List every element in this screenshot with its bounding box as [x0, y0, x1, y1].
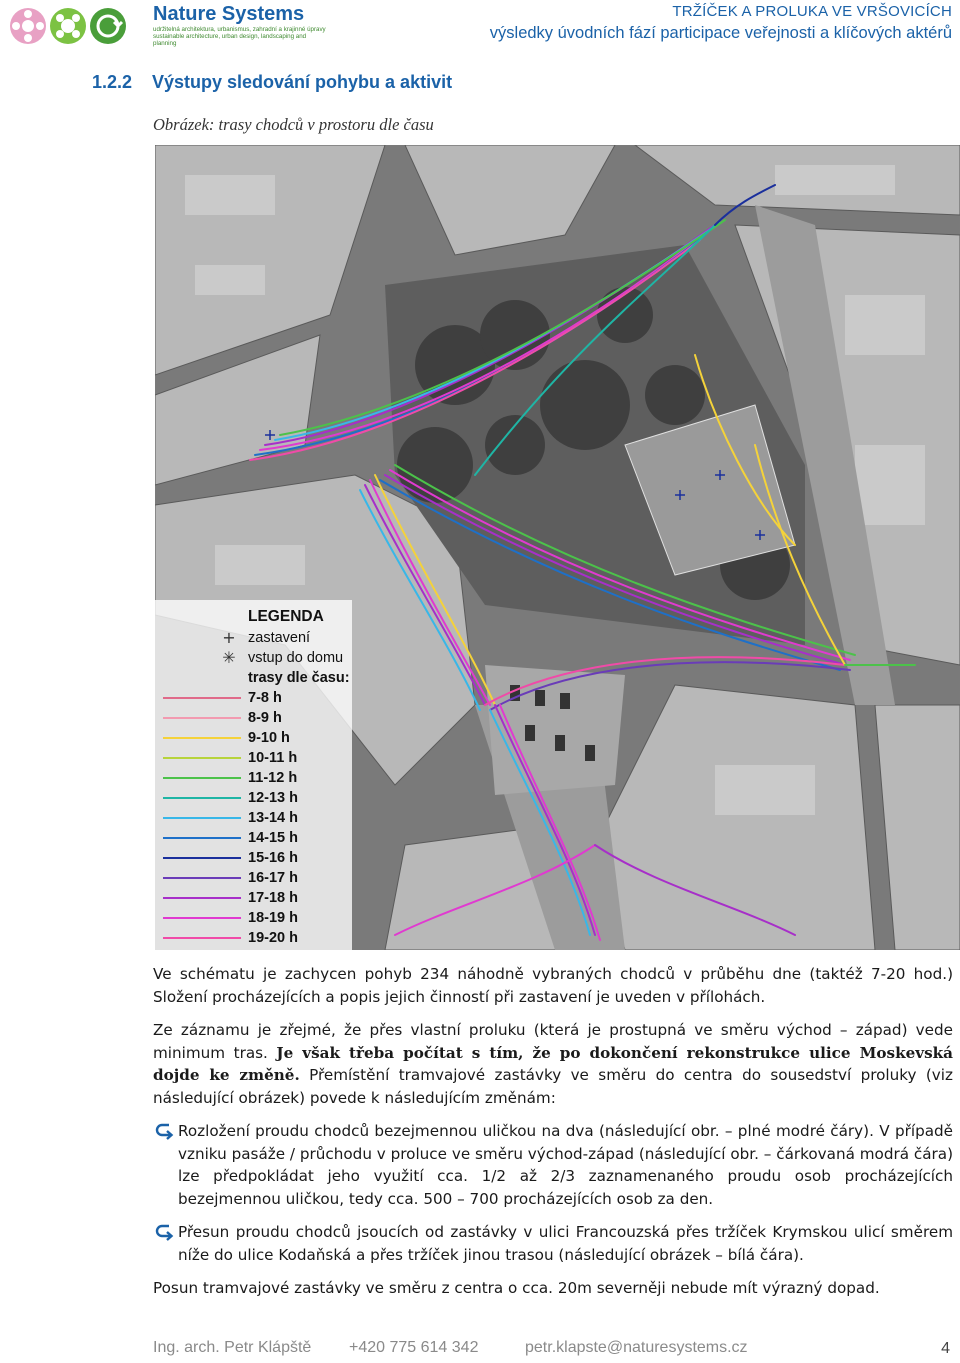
paragraph-2-intro: Ze záznamu je zřejmé, že přes vlastní proluku (která je prostupná ve směru východ – západ) vede minimum tras.	[153, 1021, 953, 1062]
curved-arrow-icon	[153, 1221, 175, 1243]
legend-time-label: 18-19 h	[248, 910, 298, 926]
page-header	[0, 0, 960, 52]
legend-time-label: 12-13 h	[248, 790, 298, 806]
curved-arrow-icon	[153, 1120, 175, 1142]
bullet-1-text: Rozložení proudu chodců bezejmennou uličkou na dva (následující obr. – plné modré čáry). V případě vzniku pasáže / průchodu v proluce ve směru východ-západ (následující obr. – čárkovaná modrá čára) lze předpokládat jeho využití cca. 1/2 až 2/3 zaznamenaného proudu osob procházejících bezejmennou uličkou, tedy cca. 500 – 700 procházejících osob za den.	[178, 1122, 953, 1208]
legend-time-label: 13-14 h	[248, 810, 298, 826]
legend-time-row	[155, 728, 352, 748]
legend-time-label: 9-10 h	[248, 730, 290, 746]
legend-time-row	[155, 888, 352, 908]
legend-stop-row	[155, 628, 352, 648]
legend-time-row	[155, 788, 352, 808]
legend-color-line	[163, 777, 241, 779]
legend-time-row	[155, 928, 352, 948]
pedestrian-routes-map	[155, 145, 960, 950]
legend-entry-label: vstup do domu	[248, 650, 344, 666]
legend-color-line	[163, 737, 241, 739]
legend-time-label: 10-11 h	[248, 750, 298, 766]
legend-color-line	[163, 757, 241, 759]
legend-title: LEGENDA	[248, 608, 324, 625]
legend-time-title-row	[155, 668, 352, 688]
paragraph-1: Ve schématu je zachycen pohyb 234 náhodně vybraných chodců v průběhu dne (taktéž 7-20 hod.) Složení procházejících a popis jejich činností při zastavení je uveden v přílohách.	[153, 965, 953, 1006]
section-number: 1.2.2	[92, 72, 133, 92]
legend-color-line	[163, 797, 241, 799]
brand-tagline: udržitelná architektura, urbanismus, zahradní a krajinné úpravy sustainable architecture, urban design, landscaping and planning	[153, 26, 326, 47]
legend-time-row	[155, 868, 352, 888]
legend-time-title: trasy dle času:	[248, 670, 350, 686]
paragraph-2	[153, 1019, 953, 1109]
legend-time-label: 14-15 h	[248, 830, 298, 846]
paragraph-2-rest: Přemístění tramvajové zastávky ve směru do centra do sousedství proluky (viz následující obrázek) povede k následujícím změnám:	[153, 1066, 953, 1107]
legend-time-label: 8-9 h	[248, 710, 282, 726]
paragraph-3: Posun tramvajové zastávky ve směru z centra o cca. 20m severněji nebude mít výrazný dopad.	[153, 1279, 880, 1297]
document-subtitle: výsledky úvodních fází participace veřejnosti a klíčových aktérů	[489, 24, 952, 42]
legend-time-row	[155, 828, 352, 848]
legend-time-row	[155, 748, 352, 768]
footer-email[interactable]: petr.klapste@naturesystems.cz	[525, 1339, 748, 1356]
footer-phone: +420 775 614 342	[349, 1339, 479, 1356]
figure-caption: Obrázek: trasy chodců v prostoru dle času	[153, 115, 434, 134]
legend-time-label: 19-20 h	[248, 930, 298, 946]
legend-color-line	[163, 717, 241, 719]
stop-icon: +	[222, 628, 236, 647]
legend-time-row	[155, 908, 352, 928]
legend-color-line	[163, 877, 241, 879]
legend-color-line	[163, 857, 241, 859]
brand-name: Nature Systems	[153, 3, 305, 25]
legend-time-row	[155, 708, 352, 728]
section-title: Výstupy sledování pohybu a aktivit	[152, 72, 453, 92]
bullet-item-1	[153, 1120, 953, 1210]
legend-time-label: 17-18 h	[248, 890, 298, 906]
legend-time-row	[155, 808, 352, 828]
legend-color-line	[163, 837, 241, 839]
legend-stop-label: zastavení	[248, 630, 311, 646]
legend-time-label: 11-12 h	[248, 770, 298, 786]
legend-time-label: 15-16 h	[248, 850, 298, 866]
legend-color-line	[163, 937, 241, 939]
legend-time-row	[155, 848, 352, 868]
map-legend	[155, 600, 352, 950]
nature-systems-logo-icon	[6, 4, 146, 48]
footer-author: Ing. arch. Petr Klápště	[153, 1339, 312, 1356]
legend-color-line	[163, 817, 241, 819]
bullet-2-text: Přesun proudu chodců jsoucích od zastávky v ulici Francouzská přes tržíček Krymskou ulicí směrem níže do ulice Kodaňská a přes tržíček jinou trasou (následující obrázek – bílá čára).	[178, 1223, 953, 1264]
paragraph-2-bold: Je však třeba počítat s tím, že po dokončení rekonstrukce ulice Moskevská dojde ke změně.	[153, 1043, 953, 1084]
legend-color-line	[163, 697, 241, 699]
legend-time-row	[155, 688, 352, 708]
bullet-item-2	[153, 1221, 953, 1266]
legend-entry-row	[155, 648, 352, 668]
house-entry-icon: ✳	[222, 648, 236, 667]
section-heading	[92, 72, 452, 93]
legend-color-line	[163, 897, 241, 899]
document-title: TRŽÍČEK A PROLUKA VE VRŠOVICÍCH	[672, 3, 952, 20]
legend-time-label: 7-8 h	[248, 690, 282, 706]
legend-time-label: 16-17 h	[248, 870, 298, 886]
legend-color-line	[163, 917, 241, 919]
page-number: 4	[941, 1340, 950, 1357]
page-footer	[0, 1335, 960, 1363]
legend-time-row	[155, 768, 352, 788]
